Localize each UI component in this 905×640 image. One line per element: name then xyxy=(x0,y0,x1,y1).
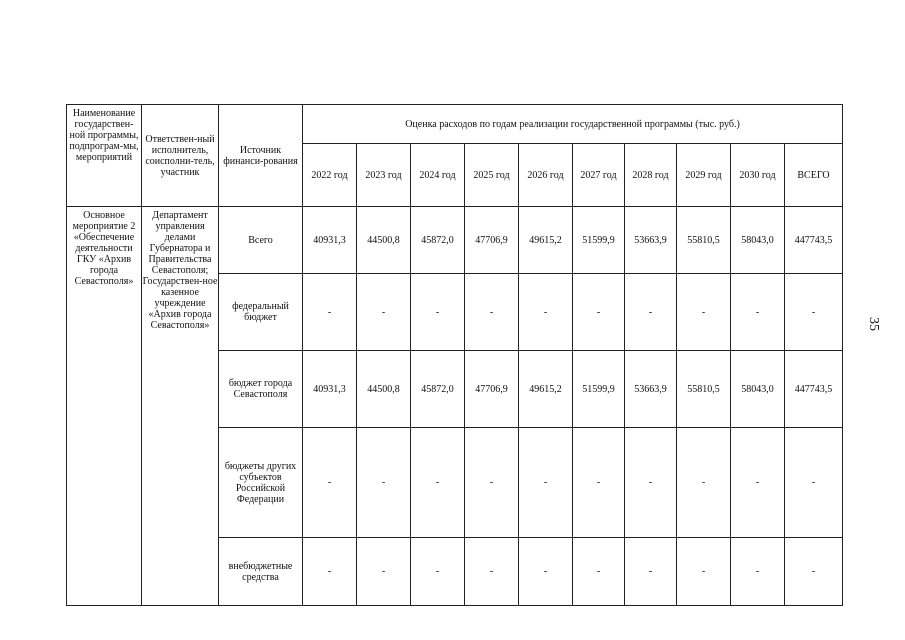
value-cell: - xyxy=(465,274,519,351)
value-cell: 53663,9 xyxy=(625,351,677,428)
value-cell: 58043,0 xyxy=(731,207,785,274)
value-cell: - xyxy=(465,538,519,606)
header-year: 2026 год xyxy=(519,144,573,207)
header-year: 2028 год xyxy=(625,144,677,207)
value-cell: - xyxy=(785,428,843,538)
program-cell: Основное мероприятие 2 «Обеспечение деятельности ГКУ «Архив города Севастополя» xyxy=(67,207,142,606)
value-cell: - xyxy=(519,428,573,538)
value-cell: - xyxy=(357,538,411,606)
header-estimate: Оценка расходов по годам реализации государственной программы (тыс. руб.) xyxy=(303,105,843,144)
value-cell: - xyxy=(731,274,785,351)
header-year: 2024 год xyxy=(411,144,465,207)
header-source: Источник финанси-рования xyxy=(219,105,303,207)
value-cell: - xyxy=(465,428,519,538)
value-cell: 447743,5 xyxy=(785,207,843,274)
value-cell: - xyxy=(677,538,731,606)
header-year: 2022 год xyxy=(303,144,357,207)
header-year: 2029 год xyxy=(677,144,731,207)
header-executor: Ответствен-ный исполнитель, соисполни-тель, участник xyxy=(142,105,219,207)
value-cell: - xyxy=(303,428,357,538)
source-cell: федеральный бюджет xyxy=(219,274,303,351)
value-cell: 51599,9 xyxy=(573,207,625,274)
value-cell: - xyxy=(785,274,843,351)
value-cell: - xyxy=(731,428,785,538)
value-cell: - xyxy=(357,274,411,351)
value-cell: 40931,3 xyxy=(303,207,357,274)
source-cell: бюджеты других субъектов Российской Федерации xyxy=(219,428,303,538)
value-cell: - xyxy=(411,428,465,538)
value-cell: 44500,8 xyxy=(357,207,411,274)
value-cell: - xyxy=(625,274,677,351)
value-cell: 45872,0 xyxy=(411,207,465,274)
source-cell: внебюджетные средства xyxy=(219,538,303,606)
value-cell: - xyxy=(411,274,465,351)
value-cell: 55810,5 xyxy=(677,351,731,428)
value-cell: - xyxy=(519,538,573,606)
value-cell: - xyxy=(519,274,573,351)
page-number: 35 xyxy=(866,317,881,331)
header-program-name: Наименование государствен-ной программы, подпрограм-мы, мероприятий xyxy=(67,105,142,207)
value-cell: 58043,0 xyxy=(731,351,785,428)
value-cell: 447743,5 xyxy=(785,351,843,428)
source-cell: Всего xyxy=(219,207,303,274)
value-cell: - xyxy=(785,538,843,606)
value-cell: 53663,9 xyxy=(625,207,677,274)
value-cell: - xyxy=(573,538,625,606)
budget-table xyxy=(66,104,843,606)
header-year: ВСЕГО xyxy=(785,144,843,207)
value-cell: 47706,9 xyxy=(465,351,519,428)
value-cell: 49615,2 xyxy=(519,351,573,428)
value-cell: - xyxy=(625,538,677,606)
value-cell: 49615,2 xyxy=(519,207,573,274)
value-cell: 45872,0 xyxy=(411,351,465,428)
value-cell: - xyxy=(625,428,677,538)
header-year: 2025 год xyxy=(465,144,519,207)
value-cell: - xyxy=(731,538,785,606)
value-cell: - xyxy=(357,428,411,538)
executor-cell: Департамент управления делами Губернатора и Правительства Севастополя; Государствен-ное казенное учреждение «Архив города Севастополя» xyxy=(142,207,219,606)
value-cell: 51599,9 xyxy=(573,351,625,428)
value-cell: - xyxy=(573,274,625,351)
value-cell: 44500,8 xyxy=(357,351,411,428)
value-cell: - xyxy=(303,274,357,351)
value-cell: - xyxy=(303,538,357,606)
value-cell: 40931,3 xyxy=(303,351,357,428)
value-cell: - xyxy=(411,538,465,606)
value-cell: 55810,5 xyxy=(677,207,731,274)
value-cell: - xyxy=(573,428,625,538)
value-cell: 47706,9 xyxy=(465,207,519,274)
header-year: 2023 год xyxy=(357,144,411,207)
value-cell: - xyxy=(677,428,731,538)
source-cell: бюджет города Севастополя xyxy=(219,351,303,428)
header-year: 2027 год xyxy=(573,144,625,207)
value-cell: - xyxy=(677,274,731,351)
header-year: 2030 год xyxy=(731,144,785,207)
